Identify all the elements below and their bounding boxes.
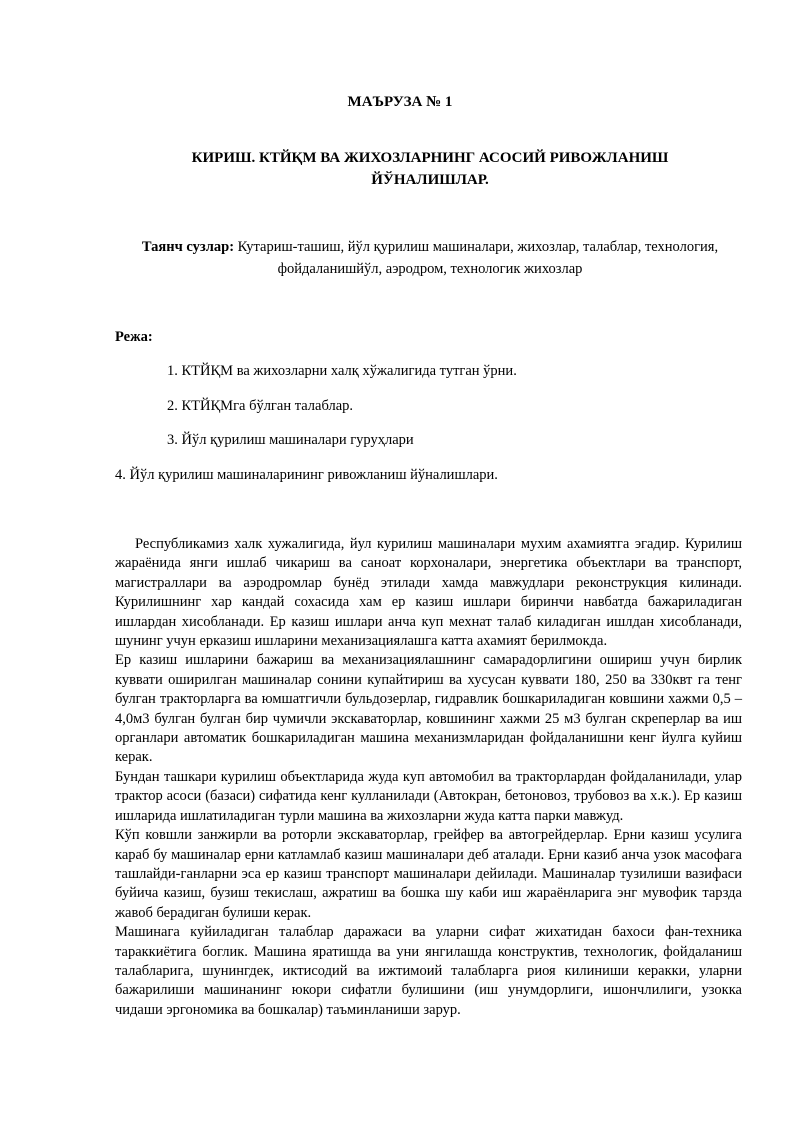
lecture-title: КИРИШ. КТЙҚМ ВА ЖИХОЗЛАРНИНГ АСОСИЙ РИВОЖЛАНИШ ЙЎНАЛИШЛАР. xyxy=(191,150,669,188)
plan-label: Режа: xyxy=(115,329,153,345)
body-paragraph: Ер казиш ишларини бажариш ва механизациялашнинг самарадорлигини ошириш учун бирлик куввати оширилган машиналар сонини купайтириш ва хусусан куввати 180, 250 ва 330квт га тенг булган тракторларга ва юмшатгичли бульдозерлар, гидравлик бошкариладиган ковшини хажми 0,5 – 4,0м3 булган булган бир чумичли экскаваторлар, ковшининг хажми 25 м3 булган скреперлар ва иш органлари автоматик бошкариладиган машина механизмларидан фойдаланишни кенг йулга куйиш керак. xyxy=(115,652,742,766)
keywords-label: Таянч сузлар: xyxy=(141,239,235,255)
plan-item: 2. КТЙҚМга бўлган талаблар. xyxy=(167,398,354,414)
plan-item: 3. Йўл қурилиш машиналари гуруҳлари xyxy=(167,432,414,448)
body-paragraph: Бундан ташкари курилиш объектларида жуда куп автомобил ва тракторлардан фойдаланилади, улар трактор асоси (базаси) сифатида кенг кулланилади (Автокран, бетоновоз, трубовоз ва х.к.). Ер казиш ишларида ишлатиладиган турли машина ва жихозларни жуда катта парки мавжуд. xyxy=(115,768,742,824)
body-paragraph: Машинага куйиладиган талаблар даражаси ва уларни сифат жихатидан бахоси фан-техника тараккиётига боглик. Машина яратишда ва уни янгилашда конструктив, технологик, фойдаланиш талабларига, шунингдек, иктисодий ва ижтимоий талабларга риоя килиниши керакки, уларни бажарилиши машинанинг юкори сифатли булишини (иш унумдорлиги, ишончлилиги, узокка чидаши эргономика ва бошкалар) таъминланиши зарур. xyxy=(115,924,742,1018)
lecture-number: МАЪРУЗА № 1 xyxy=(347,94,453,110)
plan-item: 1. КТЙҚМ ва жихозларни халқ хўжалигида тутган ўрни. xyxy=(167,363,517,379)
body-text xyxy=(115,535,742,1020)
body-paragraph: Кўп ковшли занжирли ва роторли экскаваторлар, грейфер ва автогрейдерлар. Ерни казиш усулига караб бу машиналар ерни катламлаб казиш машиналари деб аталади. Ерни казиб анча узок масофага ташлайди-ганларни эса ер казиш транспорт машиналари дейилади. Машиналар тузилиши вазифаси буйича казиш, бузиш текислаш, ажратиш ва бошка шу каби иш жараёнларига энг мувофик тарзда жавоб берадиган булиши керак. xyxy=(115,827,742,921)
body-paragraph: Республикамиз халк хужалигида, йул курилиш машиналари мухим ахамиятга эгадир. Курилиш жараёнида янги ишлаб чикариш ва саноат корхоналари, энергетика объектлари ва транспорт, магистраллари ва аэродромлар бунёд этилади хамда мавжудлари реконструкция килинади. Курилишнинг хар кандай сохасида хам ер казиш ишлари биринчи навбатда бажариладиган ишлардан хисобланади. Ер казиш ишлари анча куп мехнат талаб киладиган ишлдан хисобланади, шунинг учун ерказиш ишларини механизациялашга катта ахамият берилмокда. xyxy=(115,536,742,650)
keywords-block xyxy=(140,236,720,280)
keywords-text: Кутариш-ташиш, йўл қурилиш машиналари, жихозлар, талаблар, технология, фойдаланишйўл, аэродром, технологик жихозлар xyxy=(237,239,719,277)
plan-item: 4. Йўл қурилиш машиналарининг ривожланиш йўналишлари. xyxy=(115,467,498,483)
